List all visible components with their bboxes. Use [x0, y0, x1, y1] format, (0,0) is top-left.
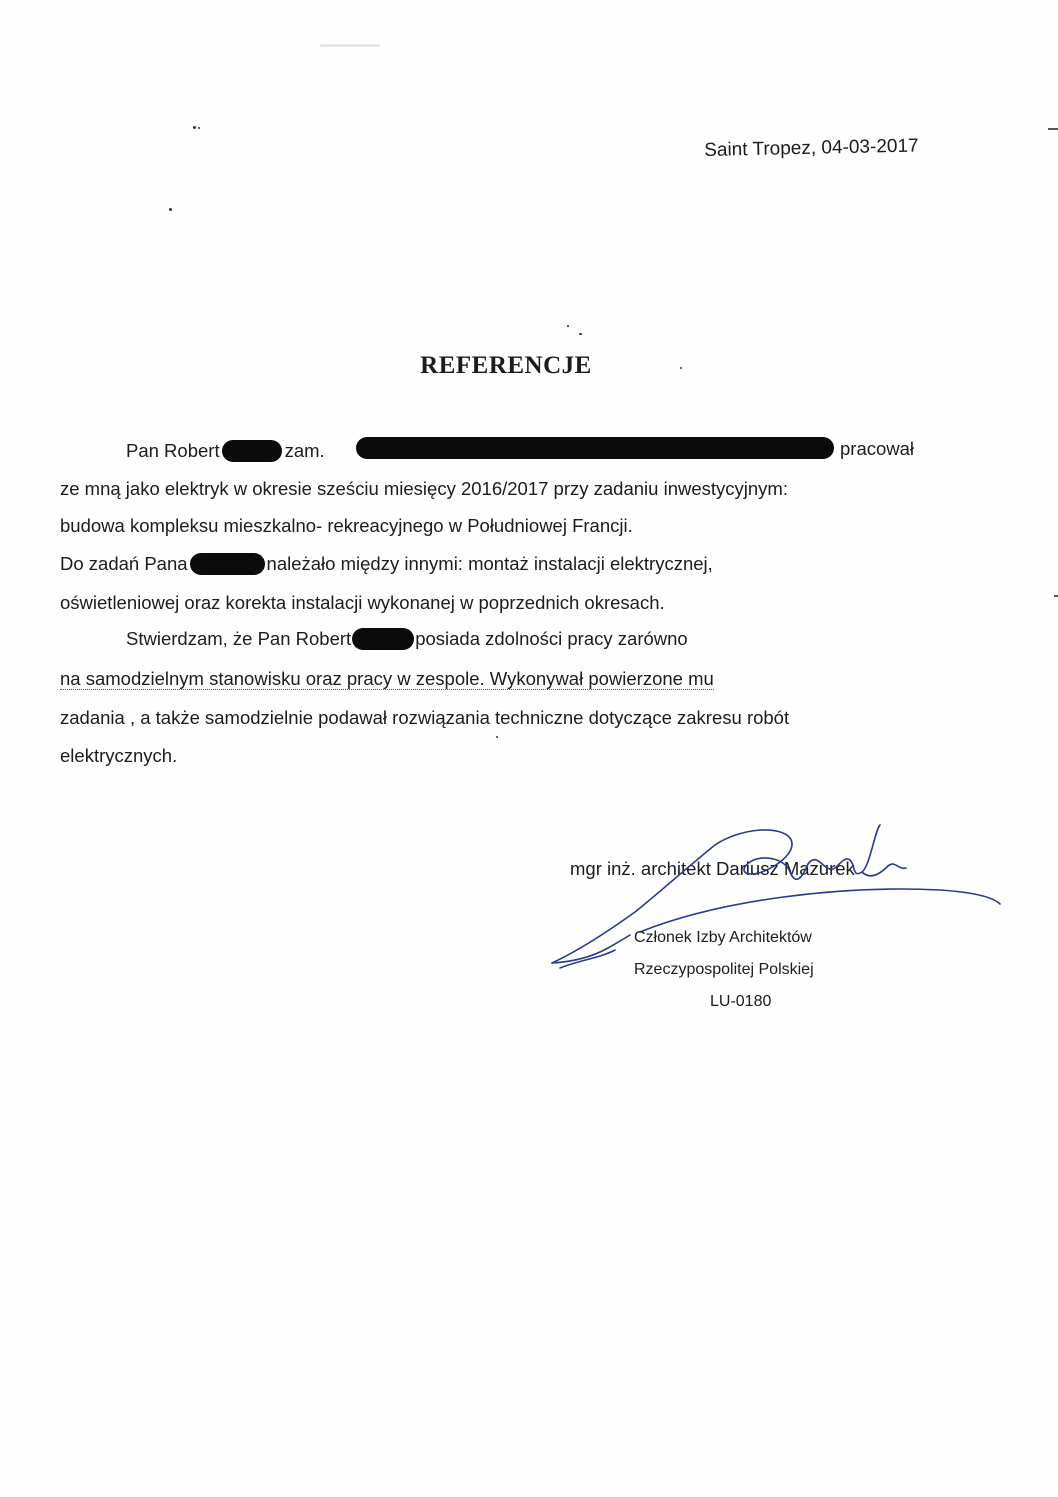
body-line: [126, 628, 688, 650]
body-line: [840, 438, 914, 460]
scan-artifact: [579, 333, 582, 335]
scan-artifact: [198, 127, 200, 129]
body-text: Do zadań Pana: [60, 553, 188, 574]
scan-artifact: [496, 736, 498, 738]
redaction-bar: [222, 440, 282, 462]
scan-artifact: [320, 44, 380, 47]
body-text: oświetleniowej oraz korekta instalacji wykonanej w poprzednich okresach.: [60, 592, 665, 613]
body-text: zam.: [284, 440, 325, 461]
body-line: [60, 745, 177, 767]
place-date: Saint Tropez, 04-03-2017: [704, 135, 919, 161]
scan-artifact: [169, 208, 172, 211]
handwritten-signature: [540, 820, 1010, 980]
redaction-bar: [352, 628, 414, 650]
body-text: budowa kompleksu mieszkalno- rekreacyjnego w Południowej Francji.: [60, 515, 633, 536]
scan-artifact: [1048, 128, 1058, 130]
redaction-bar: [356, 437, 834, 459]
scan-artifact: [1054, 595, 1058, 597]
body-line: [126, 440, 325, 462]
scan-artifact: [193, 126, 196, 129]
body-text: zadania , a także samodzielnie podawał rozwiązania techniczne dotyczące zakresu robót: [60, 707, 790, 728]
body-text: na samodzielnym stanowisku oraz pracy w zespole. Wykonywał powierzone mu: [60, 668, 714, 689]
signatory-chamber: Rzeczypospolitej Polskiej: [634, 961, 814, 978]
body-text: należało między innymi: montaż instalacji elektrycznej,: [266, 553, 713, 574]
body-line: [60, 668, 714, 690]
redaction-bar: [190, 553, 265, 575]
body-text: Pan Robert: [126, 440, 220, 461]
body-line: [60, 515, 633, 537]
signatory-name: mgr inż. architekt Dariusz Mazurek: [570, 858, 855, 879]
body-line: [60, 592, 665, 614]
signatory-membership: Członek Izby Architektów: [634, 929, 812, 946]
body-line: [60, 707, 789, 729]
body-text: posiada zdolności pracy zarówno: [415, 628, 688, 649]
body-line: [60, 553, 713, 575]
body-line: [60, 478, 788, 500]
body-text: elektrycznych.: [60, 745, 178, 766]
signatory-license-number: LU-0180: [710, 993, 772, 1010]
body-text: Stwierdzam, że Pan Robert: [126, 628, 352, 649]
body-text: ze mną jako elektryk w okresie sześciu miesięcy 2016/2017 przy zadaniu inwestycyjnym:: [60, 478, 788, 499]
document-title: REFERENCJE: [420, 352, 592, 379]
scan-artifact: [567, 325, 569, 327]
body-text: pracował: [840, 438, 915, 459]
